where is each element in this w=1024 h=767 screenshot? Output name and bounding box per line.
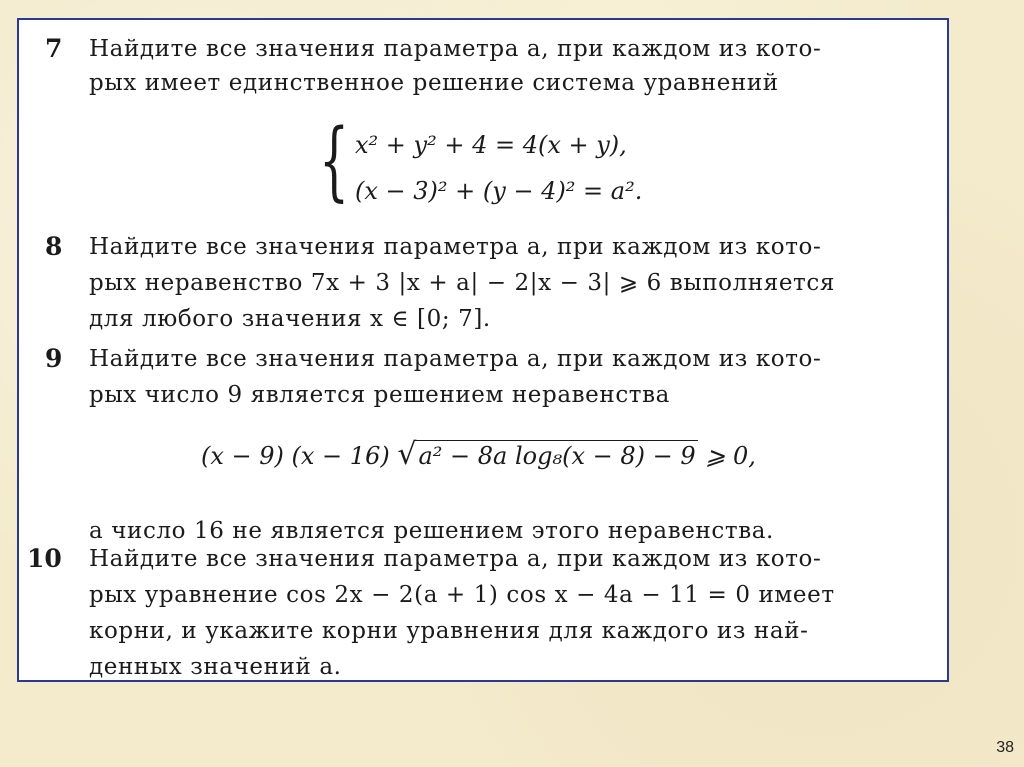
problem-number: 9 — [45, 344, 63, 373]
sqrt-sign: √ — [397, 437, 417, 472]
problem-text-line: Найдите все значения параметра a, при каждом из кото- — [89, 546, 822, 572]
page-number: 38 — [996, 739, 1014, 756]
formula-left: (x − 9) (x − 16) — [201, 442, 390, 470]
system-equation: (x − 3)² + (y − 4)² = a². — [355, 177, 643, 205]
problem-text-line: рых имеет единственное решение система уравнений — [89, 70, 779, 96]
slide-content-panel — [17, 18, 949, 682]
problem-text-line: денных значений a. — [89, 654, 342, 680]
problem-number: 10 — [27, 544, 62, 573]
problem-number: 7 — [45, 34, 63, 63]
inequality-formula — [201, 435, 756, 476]
problem-text-line: а число 16 не является решением этого неравенства. — [89, 518, 774, 544]
problem-text-line: рых уравнение cos 2x − 2(a + 1) cos x − 4a − 11 = 0 имеет — [89, 582, 835, 608]
problem-text-line: Найдите все значения параметра a, при каждом из кото- — [89, 36, 822, 62]
problem-text-line: корни, и укажите корни уравнения для каждого из най- — [89, 618, 809, 644]
problem-text-line: рых число 9 является решением неравенства — [89, 382, 670, 408]
formula-right: ⩾ 0, — [705, 442, 756, 470]
system-brace: { — [319, 111, 350, 211]
formula-radicand: a² − 8a log₈(x − 8) − 9 — [418, 442, 696, 470]
problem-text-line: для любого значения x ∈ [0; 7]. — [89, 306, 491, 332]
problem-text-line: рых неравенство 7x + 3 |x + a| − 2|x − 3| ⩾ 6 выполняется — [89, 270, 835, 296]
problem-text-line: Найдите все значения параметра a, при каждом из кото- — [89, 346, 822, 372]
problem-text-line: Найдите все значения параметра a, при каждом из кото- — [89, 234, 822, 260]
system-equation: x² + y² + 4 = 4(x + y), — [355, 131, 627, 159]
problem-number: 8 — [45, 232, 63, 261]
